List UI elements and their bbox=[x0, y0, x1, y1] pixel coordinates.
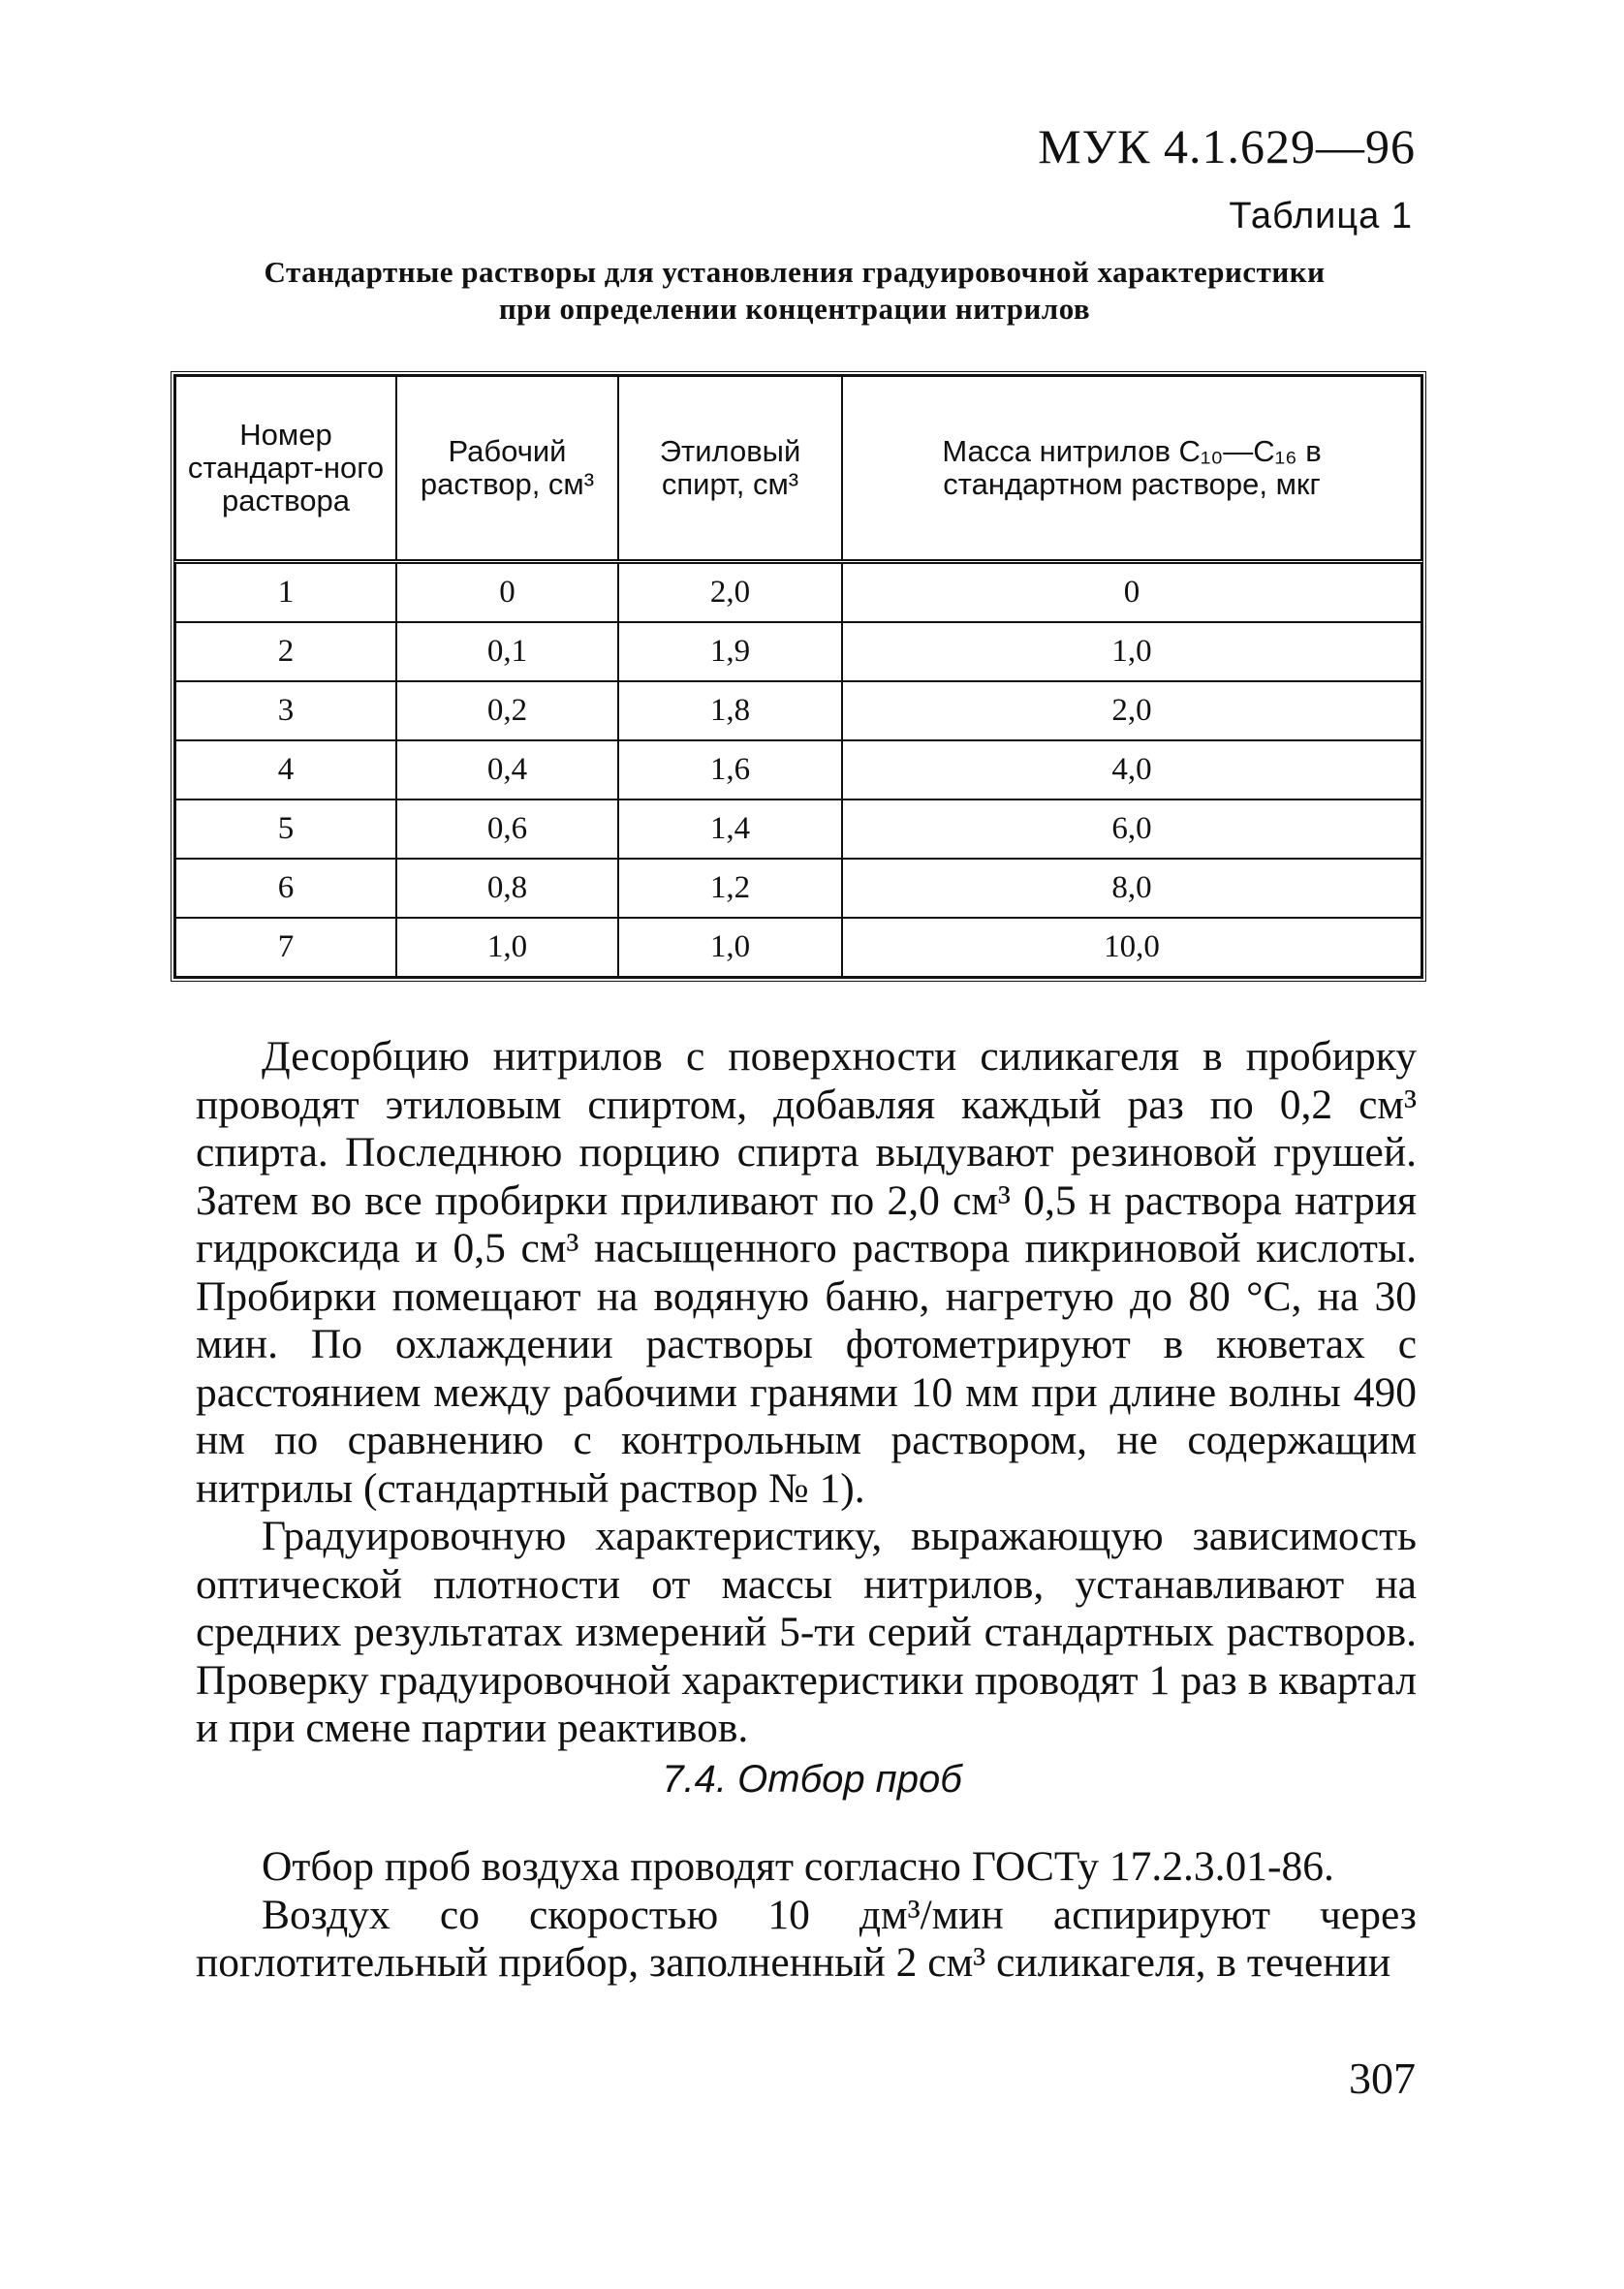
data-table bbox=[174, 375, 1422, 978]
paragraph-sampling-standard: Отбор проб воздуха проводят согласно ГОСТу 17.2.3.01-86. bbox=[262, 1843, 1334, 1890]
paragraph-sampling-procedure: Воздух со скоростью 10 дм³/мин аспирируют через поглотительный прибор, заполненный 2 см³ силикагеля, в течении bbox=[196, 1891, 1417, 1986]
cell-ethyl-alcohol: 1,6 bbox=[618, 740, 842, 800]
cell-nitrile-mass: 0 bbox=[842, 562, 1421, 623]
cell-nitrile-mass: 1,0 bbox=[842, 622, 1421, 681]
cell-working-solution: 0,2 bbox=[396, 681, 618, 740]
page-number: 307 bbox=[1349, 2054, 1416, 2103]
header-ethyl-alcohol: Этиловый спирт, см³ bbox=[618, 376, 842, 562]
table-row bbox=[175, 562, 1421, 623]
cell-solution-number: 5 bbox=[175, 800, 396, 859]
table-row bbox=[175, 800, 1421, 859]
body-text-upper bbox=[196, 1033, 1417, 1753]
cell-solution-number: 2 bbox=[175, 622, 396, 681]
cell-ethyl-alcohol: 1,8 bbox=[618, 681, 842, 740]
header-working-solution: Рабочий раствор, см³ bbox=[396, 376, 618, 562]
cell-working-solution: 0,1 bbox=[396, 622, 618, 681]
table-label: Таблица 1 bbox=[1229, 196, 1413, 236]
cell-ethyl-alcohol: 1,4 bbox=[618, 800, 842, 859]
cell-working-solution: 0,8 bbox=[396, 859, 618, 918]
cell-working-solution: 0,6 bbox=[396, 800, 618, 859]
table-row bbox=[175, 918, 1421, 977]
header-nitrile-mass: Масса нитрилов C₁₀—C₁₆ в стандартном растворе, мкг bbox=[842, 376, 1421, 562]
cell-nitrile-mass: 4,0 bbox=[842, 740, 1421, 800]
cell-nitrile-mass: 2,0 bbox=[842, 681, 1421, 740]
cell-solution-number: 7 bbox=[175, 918, 396, 977]
document-code: МУК 4.1.629—96 bbox=[1038, 119, 1416, 173]
table-row bbox=[175, 740, 1421, 800]
table-title-line-2: при определении концентрации нитрилов bbox=[498, 292, 1091, 326]
cell-working-solution: 1,0 bbox=[396, 918, 618, 977]
cell-solution-number: 3 bbox=[175, 681, 396, 740]
standard-solutions-table bbox=[171, 371, 1426, 982]
body-text-lower bbox=[196, 1843, 1417, 1988]
table-title-line-1: Стандартные растворы для установления градуировочной характеристики bbox=[264, 255, 1326, 289]
cell-ethyl-alcohol: 2,0 bbox=[618, 562, 842, 623]
table-title bbox=[184, 254, 1405, 328]
table-row bbox=[175, 859, 1421, 918]
header-solution-number: Номер стандарт-ного раствора bbox=[175, 376, 396, 562]
cell-nitrile-mass: 6,0 bbox=[842, 800, 1421, 859]
cell-solution-number: 1 bbox=[175, 562, 396, 623]
cell-working-solution: 0 bbox=[396, 562, 618, 623]
table-header-row bbox=[175, 376, 1421, 562]
cell-nitrile-mass: 10,0 bbox=[842, 918, 1421, 977]
cell-solution-number: 6 bbox=[175, 859, 396, 918]
paragraph-desorption: Десорбцию нитрилов с поверхности силикагеля в пробирку проводят этиловым спиртом, добавляя каждый раз по 0,2 см³ спирта. Последнюю порцию спирта выдувают резиновой грушей. Затем во все пробирки приливают по 2,0 см³ 0,5 н раствора натрия гидроксида и 0,5 см³ насыщенного раствора пикриновой кислоты. Пробирки помещают на водяную баню, нагретую до 80 °С, на 30 мин. По охлаждении растворы фотометрируют в кюветах с расстоянием между рабочими гранями 10 мм при длине волны 490 нм по сравнению с контрольным раствором, не содержащим нитрилы (стандартный раствор № 1). bbox=[196, 1033, 1417, 1512]
table-row bbox=[175, 681, 1421, 740]
paragraph-calibration: Градуировочную характеристику, выражающую зависимость оптической плотности от массы нитрилов, устанавливают на средних результатах измерений 5-ти серий стандартных растворов. Проверку градуировочной характеристики проводят 1 раз в квартал и при смене партии реактивов. bbox=[196, 1513, 1417, 1751]
cell-ethyl-alcohol: 1,2 bbox=[618, 859, 842, 918]
table-row bbox=[175, 622, 1421, 681]
cell-solution-number: 4 bbox=[175, 740, 396, 800]
cell-nitrile-mass: 8,0 bbox=[842, 859, 1421, 918]
section-heading: 7.4. Отбор проб bbox=[662, 1758, 962, 1801]
cell-ethyl-alcohol: 1,9 bbox=[618, 622, 842, 681]
cell-ethyl-alcohol: 1,0 bbox=[618, 918, 842, 977]
cell-working-solution: 0,4 bbox=[396, 740, 618, 800]
